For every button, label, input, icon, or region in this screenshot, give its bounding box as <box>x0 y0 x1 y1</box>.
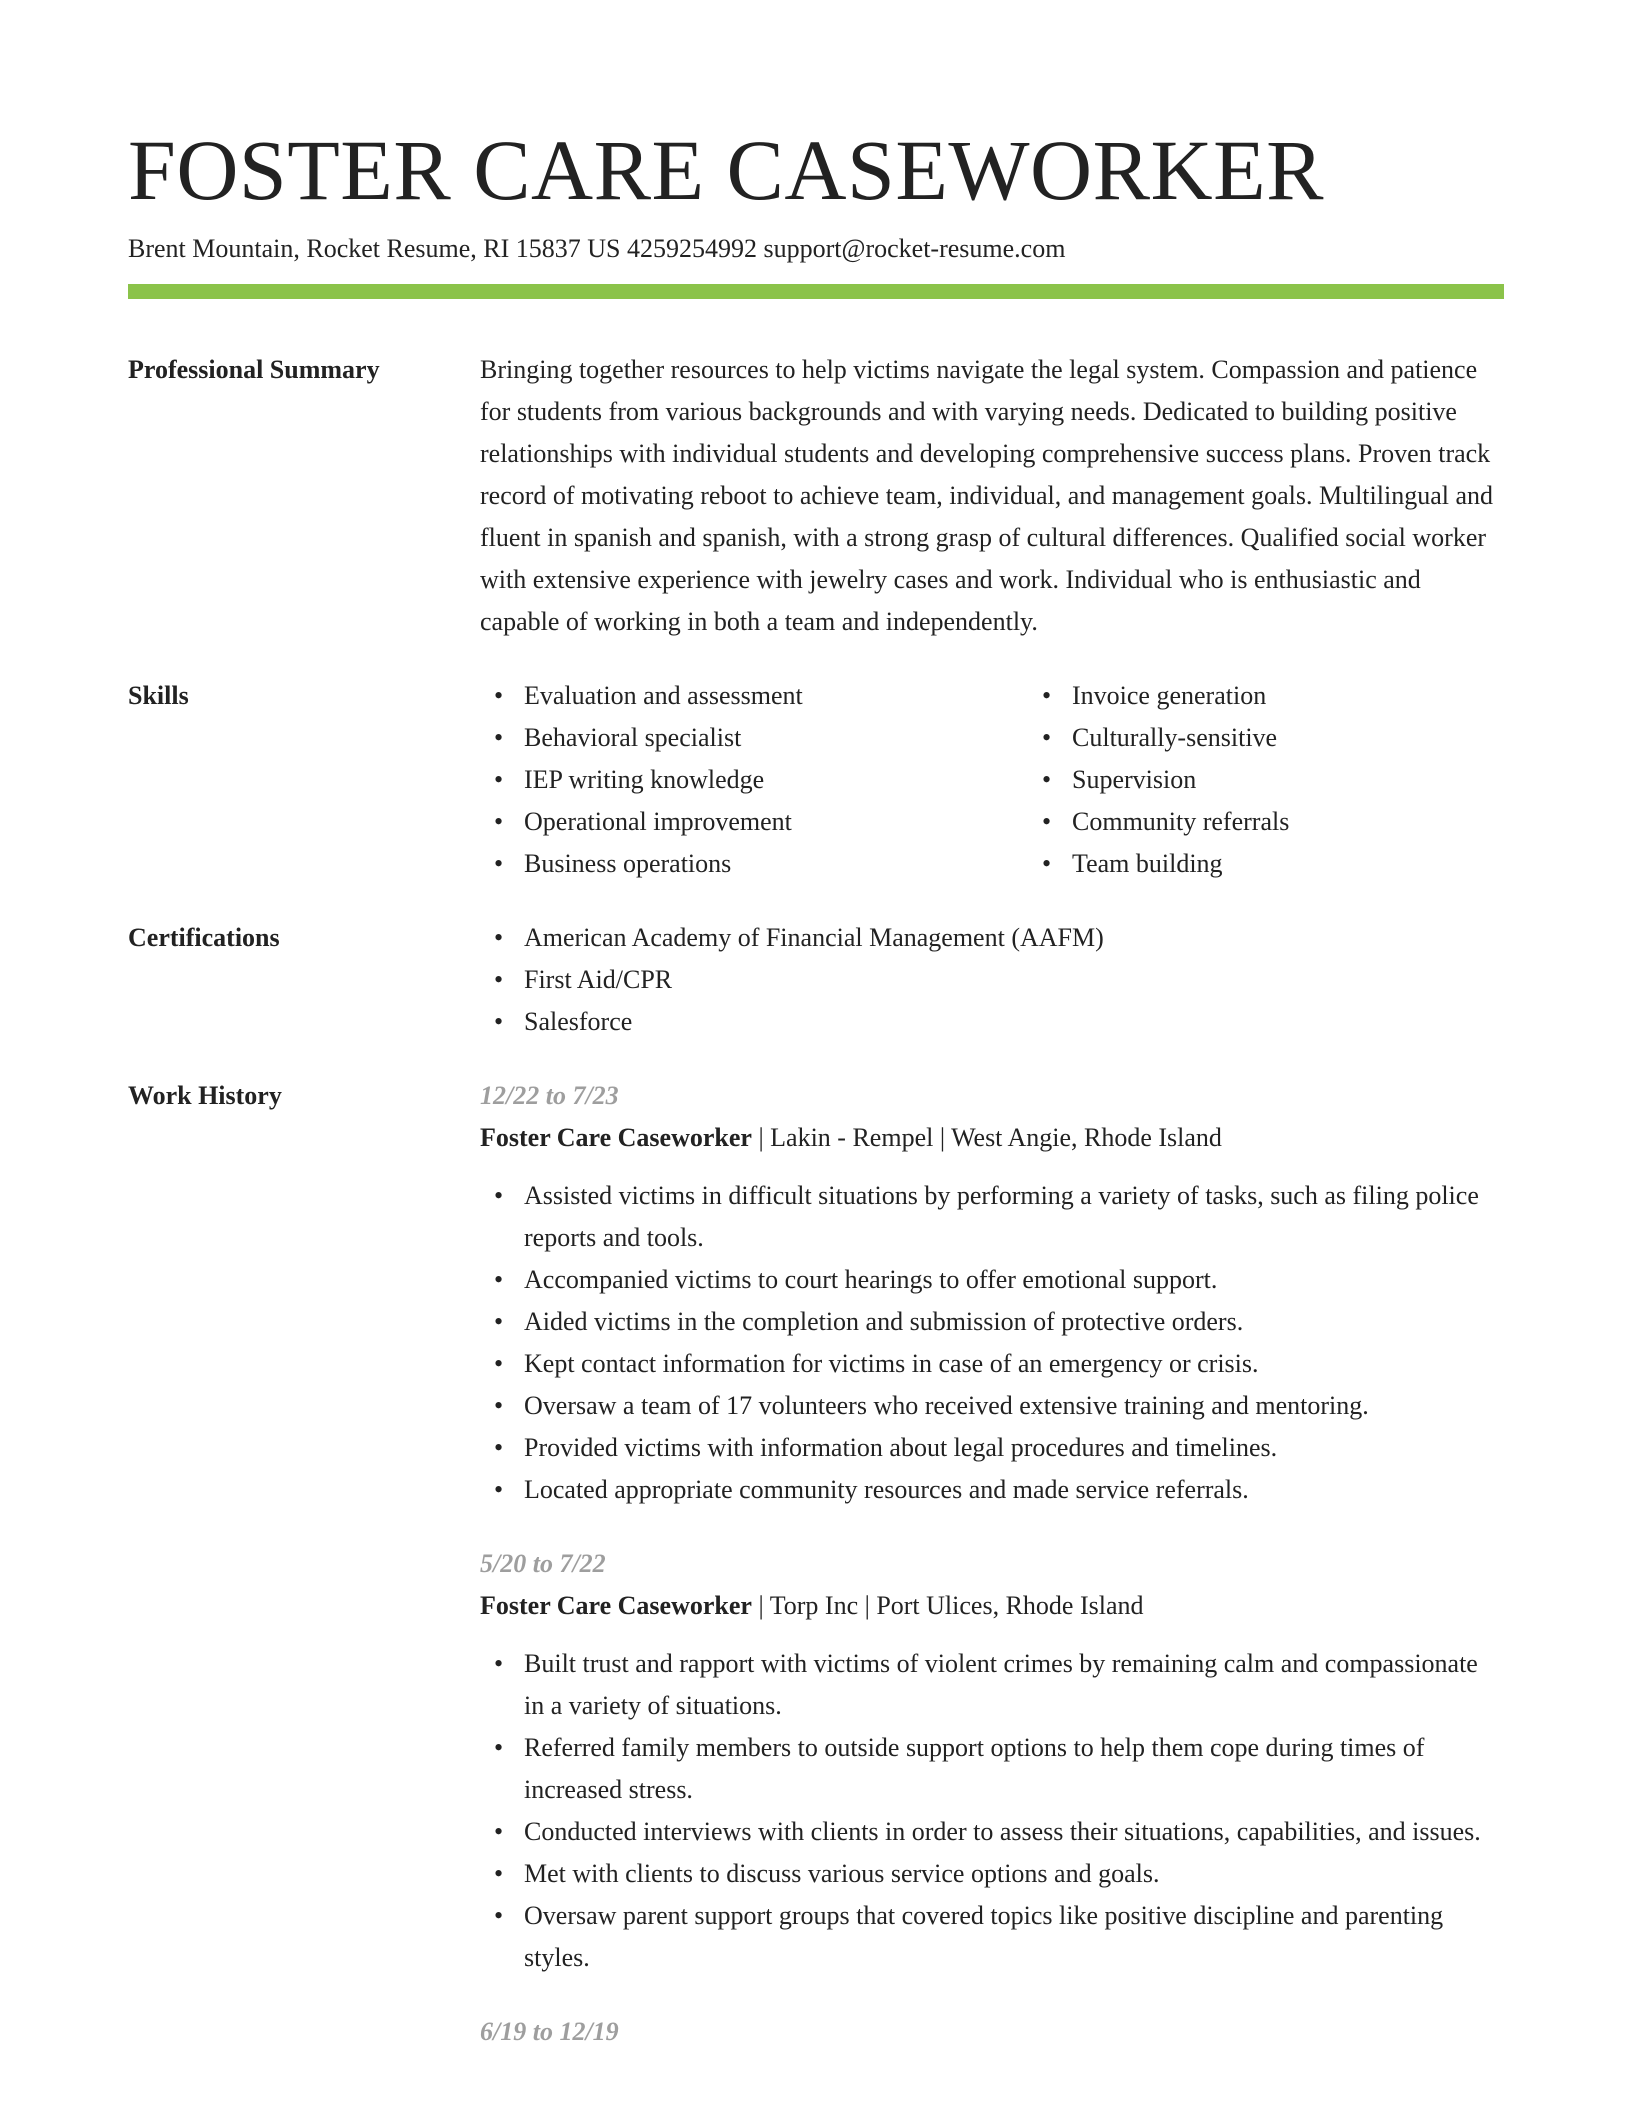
skills-column-1 <box>480 675 1028 885</box>
job-duty: • Provided victims with information about legal procedures and timelines. <box>524 1427 1504 1469</box>
certifications-section <box>128 917 1504 1043</box>
skill-item: • IEP writing knowledge <box>524 759 1028 801</box>
section-heading-skills: Skills <box>128 681 189 710</box>
section-heading-certifications: Certifications <box>128 923 280 952</box>
job-dates: 6/19 to 12/19 <box>480 2017 619 2046</box>
summary-body <box>480 349 1504 643</box>
job-duty: • Kept contact information for victims in case of an emergency or crisis. <box>524 1343 1504 1385</box>
job-duty: • Assisted victims in difficult situations by performing a variety of tasks, such as filing police reports and tools. <box>524 1175 1504 1259</box>
job-duty: • Built trust and rapport with victims of violent crimes by remaining calm and compassionate in a variety of situations. <box>524 1643 1504 1727</box>
certification-item: • Salesforce <box>524 1001 1504 1043</box>
job-duty: • Conducted interviews with clients in order to assess their situations, capabilities, and issues. <box>524 1811 1504 1853</box>
job-duty: • Oversaw parent support groups that covered topics like positive discipline and parenting styles. <box>524 1895 1504 1979</box>
skill-item: • Operational improvement <box>524 801 1028 843</box>
certifications-body <box>480 917 1504 1043</box>
summary-text: Bringing together resources to help victims navigate the legal system. Compassion and patience for students from various backgrounds and with varying needs. Dedicated to building positive relationships with individual students and developing comprehensive success plans. Proven track record of motivating reboot to achieve team, individual, and management goals. Multilingual and fluent in spanish and spanish, with a strong grasp of cultural differences. Qualified social worker with extensive experience with jewelry cases and work. Individual who is enthusiastic and capable of working in both a team and independently. <box>480 355 1493 636</box>
job-heading <box>480 1117 1504 1159</box>
job-title: Foster Care Caseworker <box>480 1591 752 1620</box>
skill-item: • Community referrals <box>1072 801 1576 843</box>
job-duty: • Aided victims in the completion and submission of protective orders. <box>524 1301 1504 1343</box>
skills-body <box>480 675 1576 885</box>
job-employer-location: | Torp Inc | Port Ulices, Rhode Island <box>751 1591 1144 1620</box>
skill-item: • Supervision <box>1072 759 1576 801</box>
professional-summary-section <box>128 349 1504 643</box>
candidate-name: FOSTER CARE CASEWORKER <box>128 122 1325 218</box>
section-heading-work-history: Work History <box>128 1081 282 1110</box>
header-divider <box>128 284 1504 299</box>
contact-email: support@rocket-resume.com <box>763 234 1066 263</box>
job-duty: • Met with clients to discuss various service options and goals. <box>524 1853 1504 1895</box>
section-heading-summary: Professional Summary <box>128 355 380 384</box>
job-dates: 5/20 to 7/22 <box>480 1549 606 1578</box>
skill-item: • Evaluation and assessment <box>524 675 1028 717</box>
job-heading <box>480 1585 1504 1627</box>
job-entry <box>480 1075 1504 1511</box>
job-duty: • Accompanied victims to court hearings to offer emotional support. <box>524 1259 1504 1301</box>
job-duty: • Oversaw a team of 17 volunteers who received extensive training and mentoring. <box>524 1385 1504 1427</box>
skill-item: • Culturally-sensitive <box>1072 717 1576 759</box>
job-entry <box>480 1543 1504 1979</box>
work-history-section <box>128 1075 1504 2085</box>
job-dates: 12/22 to 7/23 <box>480 1081 619 1110</box>
certification-item: • American Academy of Financial Management (AAFM) <box>524 917 1504 959</box>
certification-item: • First Aid/CPR <box>524 959 1504 1001</box>
skill-item: • Team building <box>1072 843 1576 885</box>
skill-item: • Business operations <box>524 843 1028 885</box>
job-duties-list <box>480 1175 1504 1511</box>
job-title: Foster Care Caseworker <box>480 1123 752 1152</box>
skills-column-2 <box>1028 675 1576 885</box>
job-employer-location: | Lakin - Rempel | West Angie, Rhode Island <box>751 1123 1222 1152</box>
certifications-list <box>480 917 1504 1043</box>
job-duties-list <box>480 1643 1504 1979</box>
skill-item: • Invoice generation <box>1072 675 1576 717</box>
skills-section <box>128 675 1504 885</box>
job-entry <box>480 2011 1504 2053</box>
contact-line <box>128 232 1504 266</box>
contact-phone: 4259254992 <box>627 234 758 263</box>
skill-item: • Behavioral specialist <box>524 717 1028 759</box>
resume-page <box>128 120 1504 2085</box>
work-history-body <box>480 1075 1504 2085</box>
job-duty: • Located appropriate community resources and made service referrals. <box>524 1469 1504 1511</box>
job-duty: • Referred family members to outside support options to help them cope during times of increased stress. <box>524 1727 1504 1811</box>
contact-address: Brent Mountain, Rocket Resume, RI 15837 US <box>128 234 621 263</box>
